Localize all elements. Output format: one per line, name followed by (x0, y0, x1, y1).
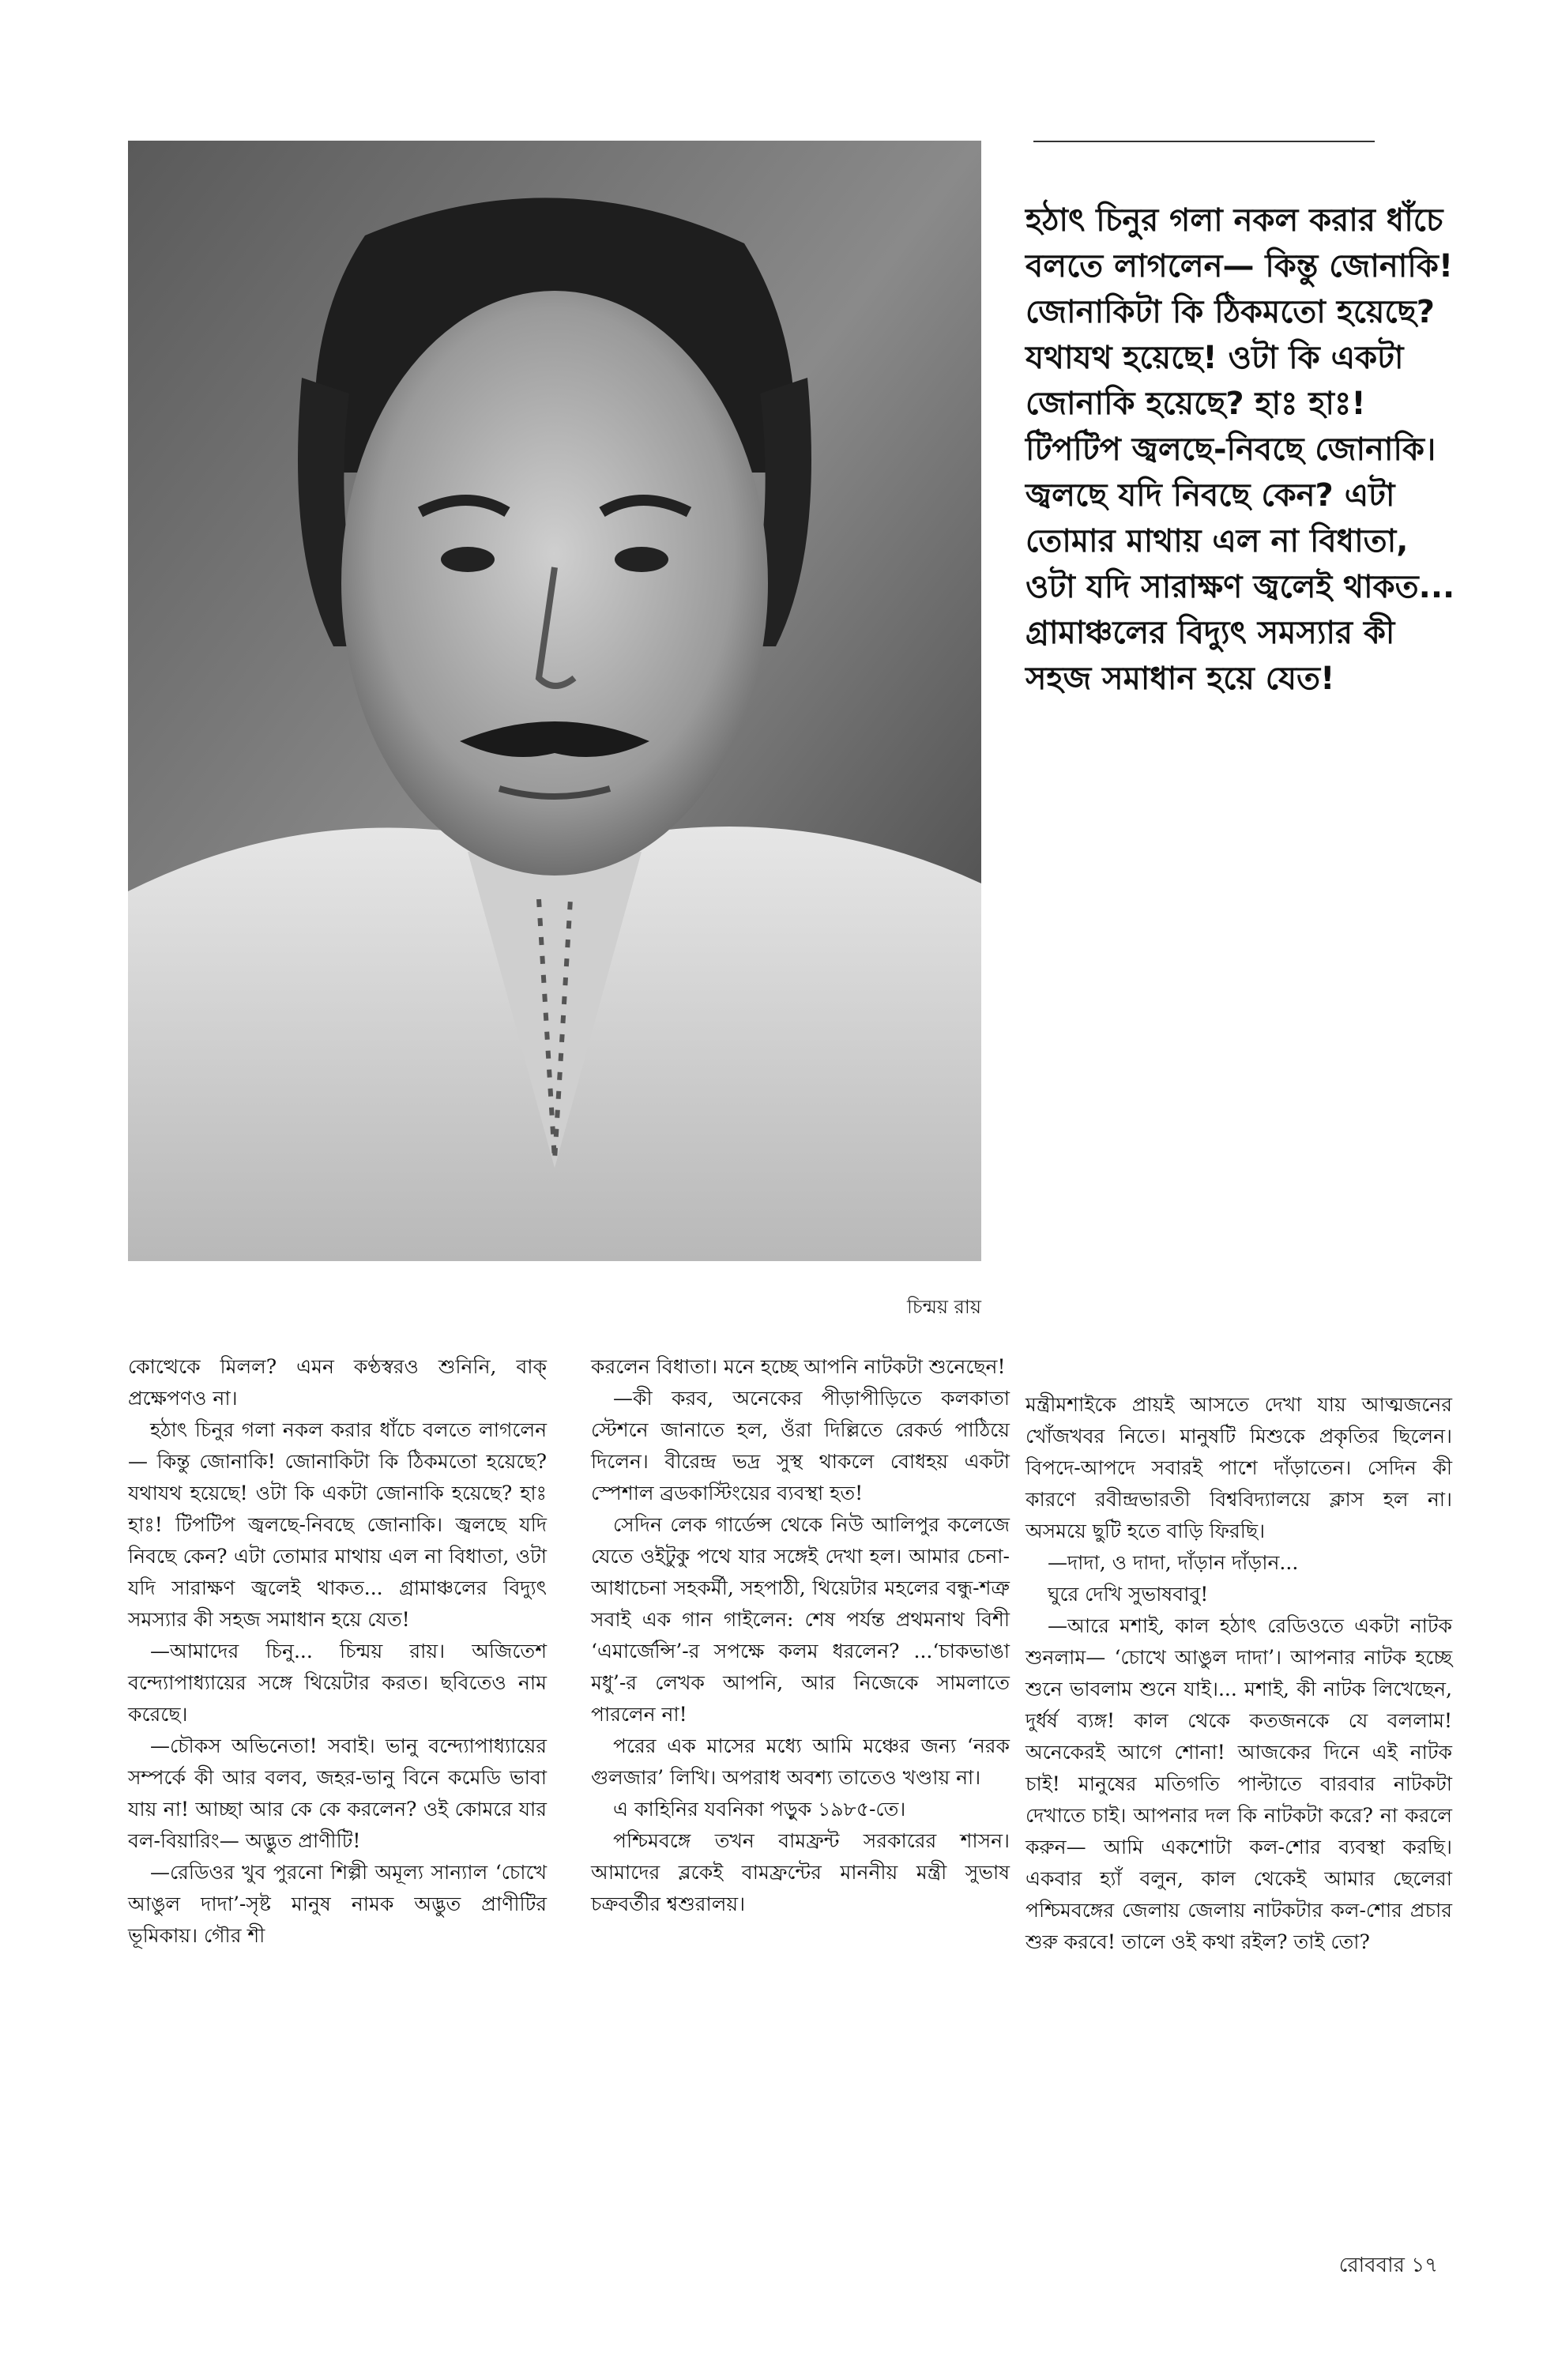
paragraph: সেদিন লেক গার্ডেন্স থেকে নিউ আলিপুর কলেজে যেতে ওইটুকু পথে যার সঙ্গেই দেখা হল। আমার চেনা-আধাচেনা সহকর্মী, সহপাঠী, থিয়েটার মহলের বন্ধু-শত্রু সবাই এক গান গাইলেন: শেষ পর্যন্ত প্রথমনাথ বিশী ‘এমার্জেন্সি’-র সপক্ষে কলম ধরলেন? ...‘চাকভাঙা মধু’-র লেখক আপনি, আর নিজেকে সামলাতে পারলেন না! (591, 1513, 1010, 1726)
paragraph: করলেন বিধাতা। মনে হচ্ছে আপনি নাটকটা শুনেছেন! (591, 1355, 1006, 1378)
paragraph: —দাদা, ও দাদা, দাঁড়ান দাঁড়ান... (1048, 1551, 1299, 1574)
photo-caption: চিন্ময় রায় (906, 1296, 981, 1318)
pullquote-divider (1033, 141, 1375, 142)
portrait-illustration (128, 141, 981, 1261)
paragraph: —আমাদের চিনু... চিন্ময় রায়। অজিতেশ বন্দ্যোপাধ্যায়ের সঙ্গে থিয়েটার করত। ছবিতেও নাম করেছে। (128, 1640, 547, 1726)
article-column-1 (128, 1351, 547, 1952)
paragraph: পরের এক মাসের মধ্যে আমি মঞ্চের জন্য ‘নরক গুলজার’ লিখি। অপরাধ অবশ্য তাতেও খণ্ডায় না। (591, 1734, 1010, 1789)
page-footer: রোববার ১৭ (1338, 2254, 1438, 2277)
pullquote: হঠাৎ চিনুর গলা নকল করার ধাঁচে বলতে লাগলেন— কিন্তু জোনাকি! জোনাকিটা কি ঠিকমতো হয়েছে? যথাযথ হয়েছে! ওটা কি একটা জোনাকি হয়েছে? হাঃ হাঃ! টিপটিপ জ্বলছে-নিবছে জোনাকি। জ্বলছে যদি নিবছে কেন? এটা তোমার মাথায় এল না বিধাতা, ওটা যদি সারাক্ষণ জ্বলেই থাকত... গ্রামাঞ্চলের বিদ্যুৎ সমস্যার কী সহজ সমাধান হয়ে যেত! (1025, 202, 1455, 697)
article-column-2 (591, 1351, 1010, 1920)
paragraph: কোত্থেকে মিলল? এমন কণ্ঠস্বরও শুনিনি, বাক্ প্রক্ষেপণও না। (128, 1355, 547, 1410)
paragraph: হঠাৎ চিনুর গলা নকল করার ধাঁচে বলতে লাগলেন— কিন্তু জোনাকি! জোনাকিটা কি ঠিকমতো হয়েছে? যথাযথ হয়েছে! ওটা কি একটা জোনাকি হয়েছে? হাঃ হাঃ! টিপটিপ জ্বলছে-নিবছে জোনাকি। জ্বলছে যদি নিবছে কেন? এটা তোমার মাথায় এল না বিধাতা, ওটা যদি সারাক্ষণ জ্বলেই থাকত... গ্রামাঞ্চলের বিদ্যুৎ সমস্যার কী সহজ সমাধান হয়ে যেত! (128, 1418, 547, 1631)
paragraph: ঘুরে দেখি সুভাষবাবু! (1048, 1583, 1209, 1606)
portrait-photo (128, 141, 981, 1261)
paragraph: পশ্চিমবঙ্গে তখন বামফ্রন্ট সরকারের শাসন। আমাদের ব্লকেই বামফ্রন্টের মাননীয় মন্ত্রী সুভাষ চক্রবর্তীর শ্বশুরালয়। (591, 1829, 1010, 1915)
paragraph: —কী করব, অনেকের পীড়াপীড়িতে কলকাতা স্টেশনে জানাতে হল, ওঁরা দিল্লিতে রেকর্ড পাঠিয়ে দিলেন। বীরেন্দ্র ভদ্র সুস্থ থাকলে বোধহয় একটা স্পেশাল ব্রডকাস্টিংয়ের ব্যবস্থা হত! (591, 1387, 1010, 1504)
paragraph: এ কাহিনির যবনিকা পড়ুক ১৯৮৫-তে। (613, 1798, 906, 1821)
paragraph: —রেডিওর খুব পুরনো শিল্পী অমূল্য সান্যাল ‘চোখে আঙুল দাদা’-সৃষ্ট মানুষ নামক অদ্ভুত প্রাণীটির ভূমিকায়। গৌর শী (128, 1861, 547, 1947)
paragraph: মন্ত্রীমশাইকে প্রায়ই আসতে দেখা যায় আত্মজনের খোঁজখবর নিতে। মানুষটি মিশুকে প্রকৃতির ছিলেন। বিপদে-আপদে সবারই পাশে দাঁড়াতেন। সেদিন কী কারণে রবীন্দ্রভারতী বিশ্ববিদ্যালয়ে ক্লাস হল না। অসময়ে ছুটি হতে বাড়ি ফিরছি। (1025, 1393, 1452, 1542)
paragraph: —আরে মশাই, কাল হঠাৎ রেডিওতে একটা নাটক শুনলাম— ‘চোখে আঙুল দাদা’। আপনার নাটক হচ্ছে শুনে ভাবলাম শুনে যাই।... মশাই, কী নাটক লিখেছেন, দুর্ধর্ষ ব্যঙ্গ! কাল থেকে কতজনকে যে বললাম! অনেকেরই আগে শোনা! আজকের দিনে এই নাটক চাই! মানুষের মতিগতি পাল্টাতে বারবার নাটকটা দেখাতে চাই। আপনার দল কি নাটকটা করে? না করলে করুন— আমি একশোটা কল-শোর ব্যবস্থা করছি। একবার হ্যাঁ বলুন, কাল থেকেই আমার ছেলেরা পশ্চিমবঙ্গের জেলায় জেলায় নাটকটার কল-শোর প্রচার শুরু করবে! তালে ওই কথা রইল? তাই তো? (1025, 1614, 1452, 1953)
paragraph: —চৌকস অভিনেতা! সবাই। ভানু বন্দ্যোপাধ্যায়ের সম্পর্কে কী আর বলব, জহর-ভানু বিনে কমেডি ভাবা যায় না! আচ্ছা আর কে কে করলেন? ওই কোমরে যার বল-বিয়ারিং— অদ্ভুত প্রাণীটি! (128, 1734, 547, 1852)
article-column-3 (1025, 1389, 1452, 1958)
